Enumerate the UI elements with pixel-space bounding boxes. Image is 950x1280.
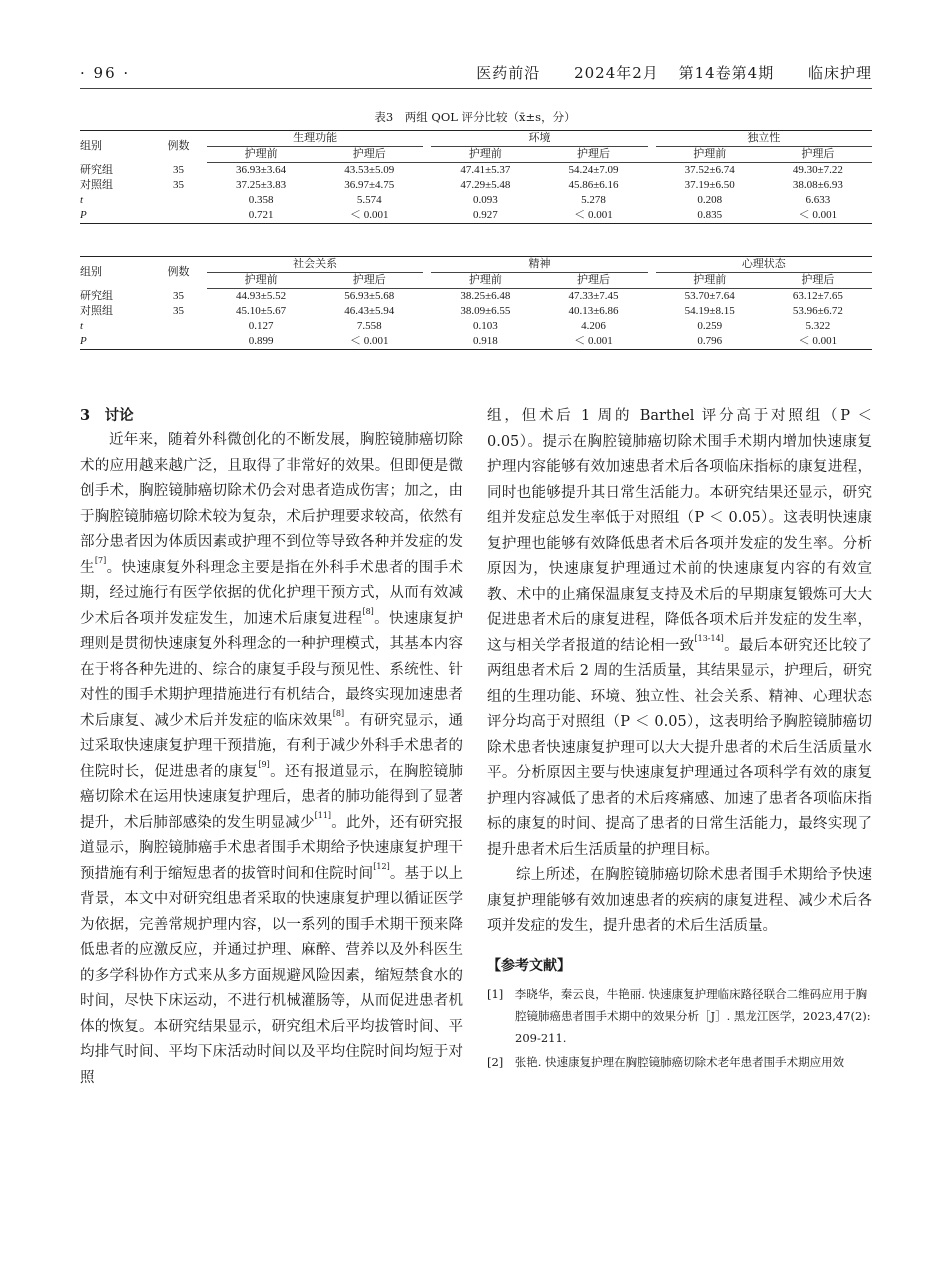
- after-header: 护理后: [539, 273, 647, 289]
- table-cell: 43.53±5.09: [344, 164, 395, 176]
- table-cell: 38.08±6.93: [792, 179, 843, 191]
- table-cell: 6.633: [805, 194, 831, 206]
- before-header: 护理前: [207, 273, 315, 289]
- table-cell: 0.259: [697, 320, 723, 332]
- measure-header: 社会关系: [207, 257, 423, 273]
- table-cell: 38.09±6.55: [460, 305, 511, 317]
- table-row: [80, 304, 872, 319]
- table-cell: 54.24±7.09: [568, 164, 619, 176]
- table-cell: 0.208: [697, 194, 723, 206]
- before-header: 护理前: [431, 147, 539, 163]
- table-cell: 0.127: [248, 320, 274, 332]
- measure-header: 生理功能: [207, 131, 423, 147]
- row-count: 35: [173, 163, 184, 176]
- after-header: 护理后: [764, 147, 872, 163]
- journal-info: [448, 62, 872, 83]
- conclusion-paragraph: 综上所述，在胸腔镜肺癌切除术患者围手术期给予快速康复护理能够有效加速患者的疾病的康复进程、减少术后各项并发症的发生，提升患者的术后生活质量。: [487, 867, 872, 934]
- row-label: t: [80, 320, 84, 332]
- row-count: [150, 208, 207, 224]
- col-count-header: 例数: [150, 131, 207, 163]
- measure-header: 精神: [431, 257, 647, 273]
- after-header: 护理后: [764, 273, 872, 289]
- discussion-paragraph: 近年来，随着外科微创化的不断发展，胸腔镜肺癌切除术的应用越来越广泛，且取得了非常好的效果。但即便是微创手术，胸腔镜肺癌切除术仍会对患者造成伤害；加之，由于胸腔镜肺癌切除术较为复杂，术后护理要求较高，依然有部分患者因为体质因素或护理不到位等导致各种并发症的发生[7]。快速康复外科理念主要是指在外科手术患者的围手术期，经过施行有医学依据的优化护理干预方式，从而有效减少术后各项并发症发生，加速术后康复进程[8]。快速康复护理则是贯彻快速康复外科理念的一种护理模式，其基本内容在于将各种先进的、综合的康复手段与预见性、系统性、针对性的围手术期护理措施进行有机结合，最终实现加速患者术后康复、减少术后并发症的临床效果[8]。有研究显示，通过采取快速康复护理干预措施，有利于减少外科手术患者的住院时长，促进患者的康复[9]。还有报道显示，在胸腔镜肺癌切除术在运用快速康复护理后，患者的肺功能得到了显著提升，术后肺部感染的发生明显减少[11]。此外，还有研究报道显示，胸腔镜肺癌手术患者围手术期给予快速康复护理干预措施有利于缩短患者的拔管时间和住院时间[12]。基于以上背景，本文中对研究组患者采取的快速康复护理以循证医学为依据，完善常规护理内容，以一系列的围手术期干预来降低患者的应激反应，并通过护理、麻醉、营养以及外科医生的多学科协作方式来从多方面规避风险因素，缩短禁食水的时间，尽快下床运动，不进行机械灌肠等，从而促进患者机体的恢复。本研究结果显示，研究组术后平均拔管时间、平均排气时间、平均下床活动时间以及平均住院时间均短于对照: [80, 432, 464, 1086]
- table-cell: 45.86±6.16: [568, 179, 619, 191]
- table-cell: ＜ 0.001: [764, 208, 872, 224]
- volume-issue: 第14卷第4期: [678, 64, 775, 82]
- table-cell: 53.70±7.64: [684, 290, 735, 302]
- table-cell: 0.103: [473, 320, 498, 332]
- qol-table-block-2: [80, 256, 872, 350]
- table-cell: 63.12±7.65: [792, 290, 843, 302]
- qol-table-block-1: [80, 130, 872, 224]
- row-label: 研究组: [80, 163, 113, 176]
- table-cell: 36.93±3.64: [236, 164, 287, 176]
- row-count: 35: [173, 305, 184, 317]
- row-count: 35: [173, 179, 184, 191]
- table-cell: 0.918: [431, 334, 539, 350]
- col-count-header: 例数: [150, 257, 207, 289]
- left-column: [80, 404, 463, 1091]
- table-cell: 0.927: [431, 208, 539, 224]
- reference-item: [1] 李晓华，秦云良，牛艳丽. 快速康复护理临床路径联合二维码应用于胸腔镜肺癌患者围手术期中的效果分析［J］. 黑龙江医学，2023,47(2): 209-211.: [487, 987, 871, 1045]
- page-header: [80, 60, 872, 89]
- section-heading: 3 讨论: [80, 407, 134, 424]
- row-count: [150, 319, 207, 334]
- after-header: 护理后: [315, 147, 423, 163]
- issue-date: 2024年2月: [574, 64, 659, 82]
- table-cell: ＜ 0.001: [315, 208, 423, 224]
- measure-header: 心理状态: [656, 257, 872, 273]
- table-cell: 5.574: [356, 194, 382, 206]
- table-cell: 37.52±6.74: [684, 164, 735, 176]
- col-group-header: 组别: [80, 257, 150, 289]
- table-cell: ＜ 0.001: [539, 208, 647, 224]
- before-header: 护理前: [431, 273, 539, 289]
- table-cell: 40.13±6.86: [568, 305, 619, 317]
- table-row: [80, 193, 872, 208]
- table-cell: 45.10±5.67: [236, 305, 287, 317]
- table-cell: 4.206: [581, 320, 606, 332]
- measure-header: 独立性: [656, 131, 872, 147]
- references-heading: 【参考文献】: [487, 957, 571, 974]
- table-cell: 0.899: [207, 334, 315, 350]
- table-cell: ＜ 0.001: [315, 334, 423, 350]
- table-cell: 54.19±8.15: [684, 305, 735, 317]
- table-cell: ＜ 0.001: [539, 334, 647, 350]
- measure-header: 环境: [431, 131, 647, 147]
- after-header: 护理后: [539, 147, 647, 163]
- row-label: 对照组: [80, 179, 113, 191]
- row-count: 35: [173, 289, 184, 302]
- table-cell: 36.97±4.75: [344, 179, 395, 191]
- table-cell: 38.25±6.48: [460, 290, 511, 302]
- col-group-header: 组别: [80, 131, 150, 163]
- table-cell: 0.835: [656, 208, 764, 224]
- row-count: [150, 193, 207, 208]
- right-column: [487, 404, 872, 1075]
- table-cell: 53.96±6.72: [792, 305, 843, 317]
- table-cell: 44.93±5.52: [236, 290, 287, 302]
- table-cell: 56.93±5.68: [344, 290, 395, 302]
- table-row: [80, 334, 872, 350]
- before-header: 护理前: [207, 147, 315, 163]
- table-cell: 46.43±5.94: [344, 305, 395, 317]
- row-label: P: [80, 208, 150, 224]
- reference-item: [2] 张艳. 快速康复护理在胸腔镜肺癌切除术老年患者围手术期应用效: [487, 1055, 845, 1069]
- table-cell: 0.358: [248, 194, 274, 206]
- table-cell: 0.093: [473, 194, 498, 206]
- journal-name: 医药前沿: [476, 64, 541, 82]
- before-header: 护理前: [656, 147, 764, 163]
- table-cell: 37.25±3.83: [236, 179, 287, 191]
- table-row: [80, 163, 872, 179]
- table-cell: 37.19±6.50: [684, 179, 735, 191]
- row-label: 对照组: [80, 305, 113, 317]
- section-name: 临床护理: [807, 64, 872, 82]
- table-row: [80, 289, 872, 305]
- table-caption: 表3 两组 QOL 评分比较（x̄±s，分）: [374, 110, 576, 124]
- row-label: 研究组: [80, 289, 113, 302]
- after-header: 护理后: [315, 273, 423, 289]
- table-row: [80, 208, 872, 224]
- table-cell: 49.30±7.22: [792, 164, 843, 176]
- table-cell: 47.33±7.45: [568, 290, 619, 302]
- table-cell: 0.796: [656, 334, 764, 350]
- before-header: 护理前: [656, 273, 764, 289]
- table-cell: ＜ 0.001: [764, 334, 872, 350]
- row-label: t: [80, 194, 84, 206]
- row-label: P: [80, 334, 150, 350]
- table-cell: 0.721: [207, 208, 315, 224]
- table-cell: 47.41±5.37: [460, 164, 511, 176]
- table-row: [80, 319, 872, 334]
- table-cell: 47.29±5.48: [460, 179, 511, 191]
- page-number: · 96 ·: [80, 64, 131, 82]
- table-cell: 5.278: [581, 194, 606, 206]
- table-cell: 7.558: [356, 320, 382, 332]
- discussion-paragraph-cont: 组，但术后 1 周的 Barthel 评分高于对照组（P ＜ 0.05）。提示在胸腔镜肺癌切除术围手术期内增加快速康复护理内容能够有效加速患者术后各项临床指标的康复进程，同时也能够提升其日常生活能力。本研究结果还显示，研究组并发症总发生率低于对照组（P ＜ 0.05）。这表明快速康复护理也能够有效降低患者术后各项并发症的发生率。分析原因为，快速康复护理通过术前的快速康复内容的有效宣教、术中的止痛保温康复支持及术后的早期康复锻炼可大大促进患者术后的康复进程，降低各项术后并发症的发生率，这与相关学者报道的结论相一致[13-14]。最后本研究还比较了两组患者术后 2 周的生活质量，其结果显示，护理后，研究组的生理功能、环境、独立性、社会关系、精神、心理状态评分均高于对照组（P ＜ 0.05），这表明给予胸腔镜肺癌切除术患者快速康复护理可以大大提升患者的术后生活质量水平。分析原因主要与快速康复护理通过各项科学有效的康复护理内容减低了患者的术后疼痛感、加速了患者各项临床指标的康复的时间、提高了患者的日常生活能力，最终实现了提升患者术后生活质量的护理目标。: [487, 408, 872, 858]
- table-row: [80, 178, 872, 193]
- table-cell: 5.322: [805, 320, 831, 332]
- row-count: [150, 334, 207, 350]
